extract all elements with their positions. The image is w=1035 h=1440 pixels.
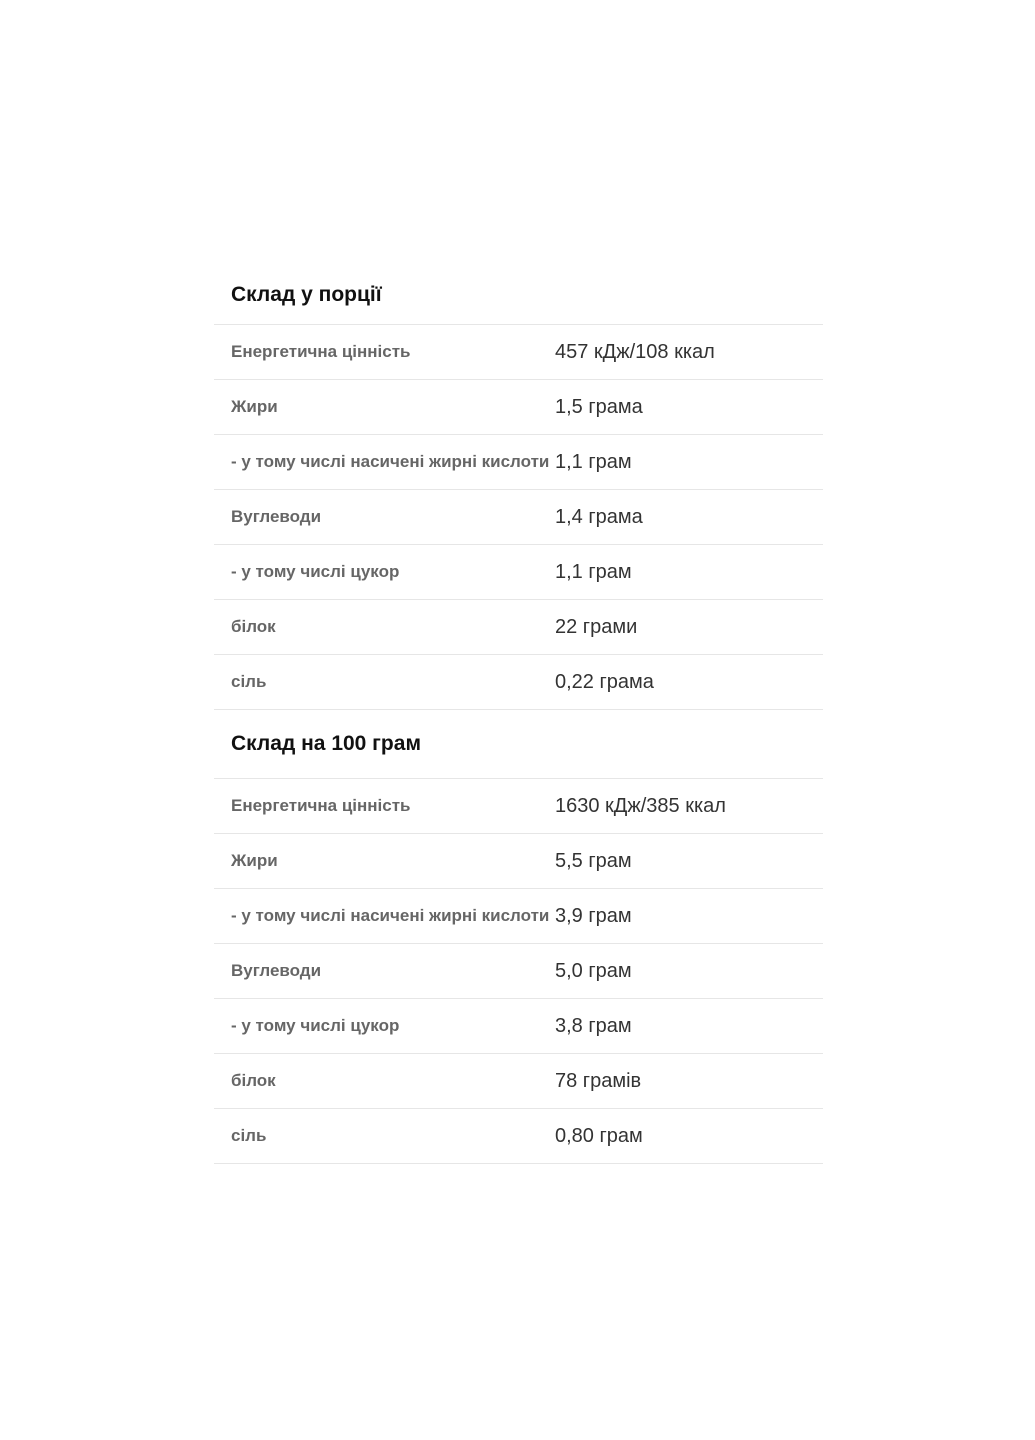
table-row-sugar <box>214 999 823 1054</box>
row-label: Жири <box>231 851 278 870</box>
row-label: білок <box>231 1071 276 1090</box>
row-value: 1,1 грам <box>555 450 632 473</box>
table-row-protein <box>214 600 823 655</box>
row-label: - у тому числі насичені жирні кислоти <box>231 452 550 471</box>
row-label: Енергетична цінність <box>231 342 411 361</box>
row-value: 22 грами <box>555 615 638 638</box>
table-row-carbohydrates <box>214 944 823 999</box>
row-value: 457 кДж/108 ккал <box>555 340 715 363</box>
row-value: 1630 кДж/385 ккал <box>555 794 726 817</box>
row-value: 1,4 грама <box>555 505 643 528</box>
table-row-fat <box>214 380 823 435</box>
row-label: білок <box>231 617 276 636</box>
section-title-per-100g: Склад на 100 грам <box>214 710 823 779</box>
row-label: сіль <box>231 1126 267 1145</box>
section-title-per-serving: Склад у порції <box>214 266 823 325</box>
table-row-salt <box>214 1109 823 1164</box>
row-label: Вуглеводи <box>231 507 322 526</box>
row-label: сіль <box>231 672 267 691</box>
row-value: 0,80 грам <box>555 1124 643 1147</box>
table-row-fat <box>214 834 823 889</box>
section-per-100g <box>214 710 823 1164</box>
table-row-protein <box>214 1054 823 1109</box>
row-value: 1,1 грам <box>555 560 632 583</box>
table-row-saturated-fat <box>214 435 823 490</box>
row-value: 5,5 грам <box>555 849 632 872</box>
row-label: - у тому числі цукор <box>231 1016 400 1035</box>
row-value: 3,8 грам <box>555 1014 632 1037</box>
nutrition-table <box>214 266 823 1164</box>
row-label: Вуглеводи <box>231 961 322 980</box>
row-value: 5,0 грам <box>555 959 632 982</box>
section-per-serving <box>214 266 823 710</box>
row-label: - у тому числі насичені жирні кислоти <box>231 906 550 925</box>
table-row-energy <box>214 325 823 380</box>
row-label: - у тому числі цукор <box>231 562 400 581</box>
row-value: 0,22 грама <box>555 670 654 693</box>
row-label: Жири <box>231 397 278 416</box>
table-row-saturated-fat <box>214 889 823 944</box>
row-value: 3,9 грам <box>555 904 632 927</box>
table-row-salt <box>214 655 823 710</box>
row-label: Енергетична цінність <box>231 796 411 815</box>
table-row-carbohydrates <box>214 490 823 545</box>
row-value: 1,5 грама <box>555 395 643 418</box>
table-row-energy <box>214 779 823 834</box>
row-value: 78 грамів <box>555 1069 642 1092</box>
table-row-sugar <box>214 545 823 600</box>
